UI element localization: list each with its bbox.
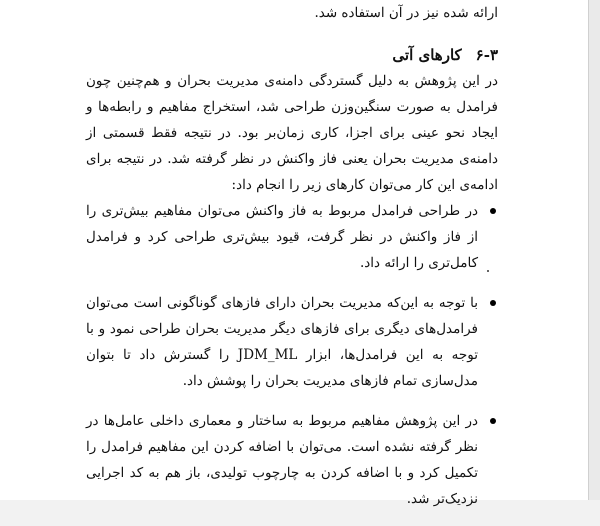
future-work-list — [86, 198, 498, 526]
bullet-icon — [490, 208, 496, 214]
intro-paragraph: در این پژوهش به دلیل گستردگی دامنه‌ی مدیریت بحران و هم‌چنین چون فرامدل به صورت سنگین‌وزن طراحی شد، استخراج مفاهیم و رابطه‌ها و ایجاد نحو عینی برای اجزا، کاری زمان‌بر بود. در نتیجه فقط قسمتی از دامنه‌ی مدیریت بحران یعنی فاز واکنش در نظر گرفته شد. در نتیجه برای ادامه‌ی این کار می‌توان کارهای زیر را انجام داد: — [86, 73, 498, 193]
previous-paragraph-end: ارائه شده نیز در آن استفاده شد. — [314, 5, 498, 21]
list-item — [86, 198, 498, 276]
bullet-icon — [490, 300, 496, 306]
list-item — [86, 290, 498, 394]
vertical-scrollbar[interactable] — [588, 0, 600, 500]
section-title: کارهای آتی — [392, 46, 462, 64]
list-item — [86, 408, 498, 512]
list-item-text: با توجه به این‌که مدیریت بحران دارای فازهای گوناگونی است می‌توان فرامدل‌های دیگری برای فازهای دیگر مدیریت بحران طراحی نمود و با توجه به این فرامدل‌ها، ابزار JDM_ML را گسترش داد تا بتوان مدل‌سازی تمام فازهای مدیریت بحران را پوشش داد. — [86, 295, 478, 389]
list-item-text: در این پژوهش مفاهیم مربوط به ساختار و معماری داخلی عامل‌ها در نظر گرفته نشده است. می‌توان با اضافه کردن این مفاهیم فرامدل را تکمیل کرد و با اضافه کردن به چارچوب تولیدی، باز هم به کد اجرایی نزدیک‌تر شد. — [86, 413, 478, 507]
section-heading — [392, 42, 498, 68]
stray-dot — [487, 270, 489, 272]
bullet-icon — [490, 418, 496, 424]
list-item-text: در طراحی فرامدل مربوط به فاز واکنش می‌توان مفاهیم بیش‌تری را از فاز واکنش در نظر گرفت، قیود بیش‌تری طراحی کرد و فرامدل کامل‌تری را ارائه داد. — [86, 203, 478, 271]
section-number: ۶-۳ — [475, 46, 498, 64]
